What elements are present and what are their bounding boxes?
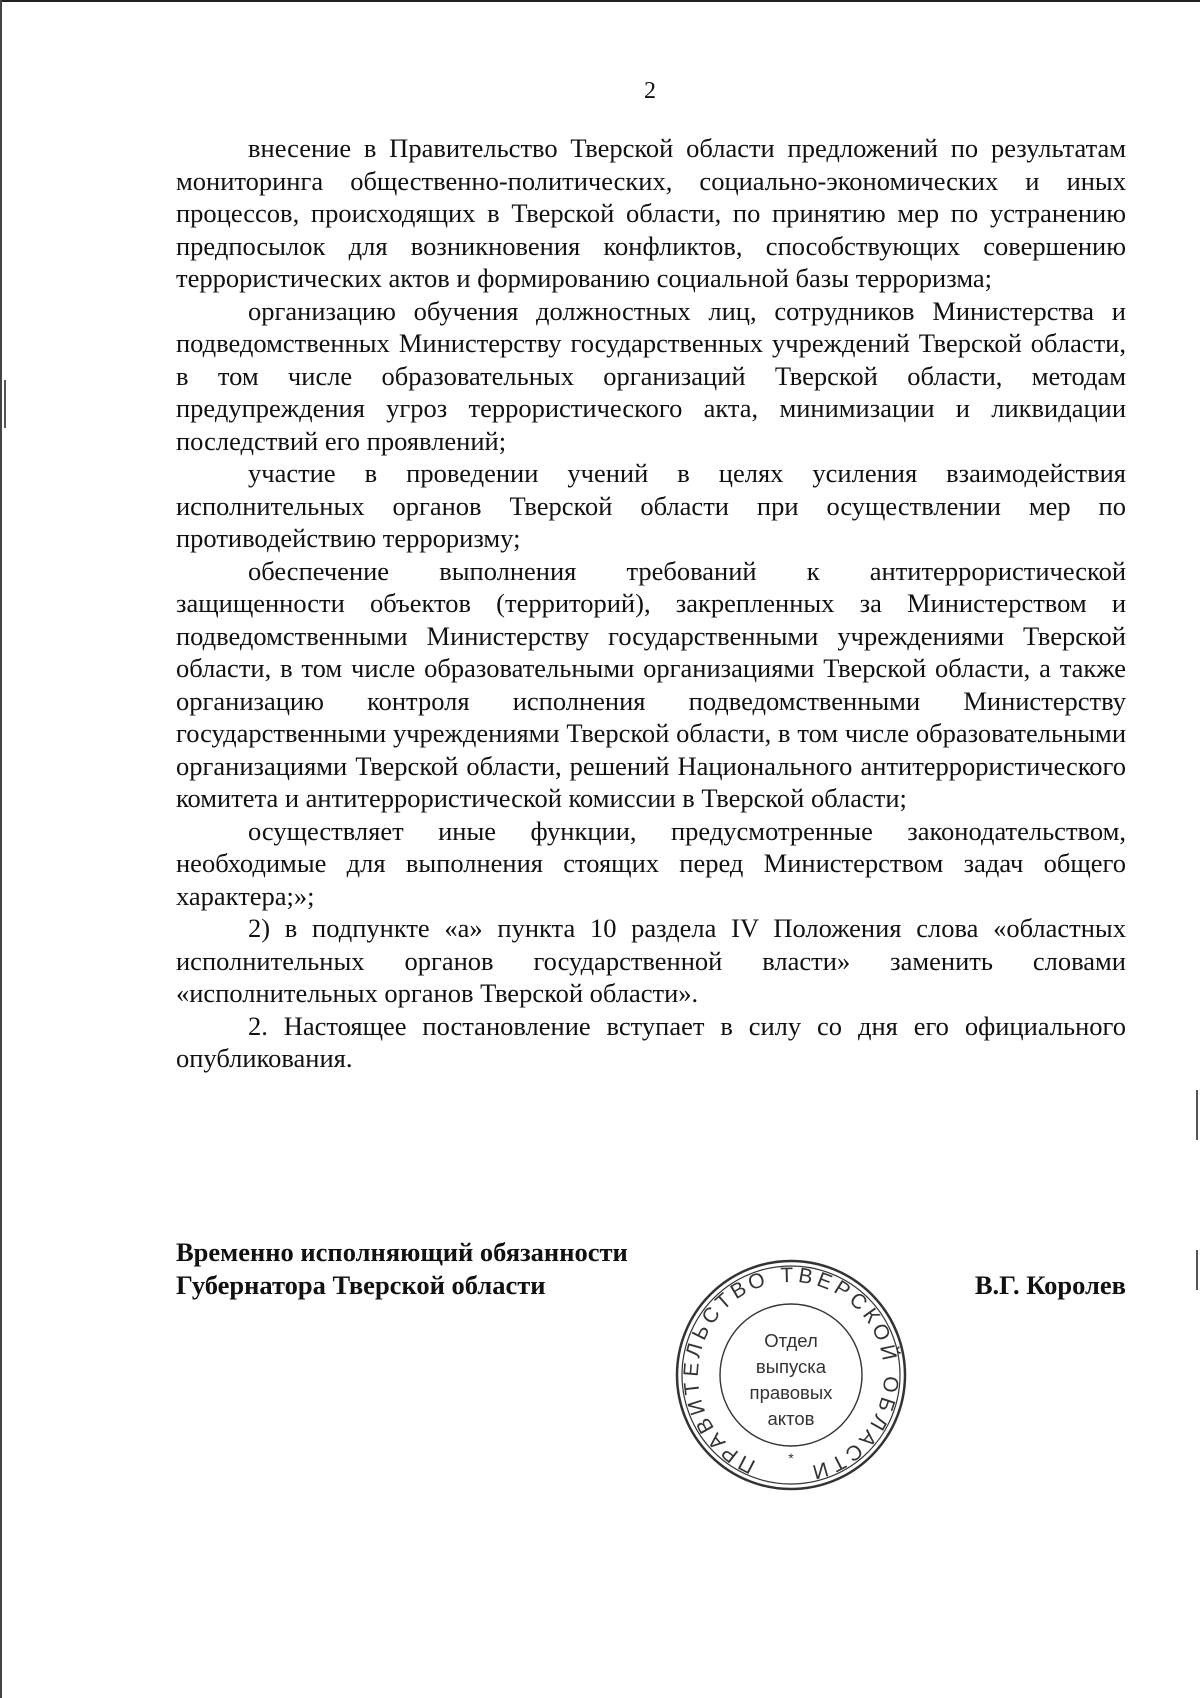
paragraph: 2) в подпункте «а» пункта 10 раздела IV Положения слова «областных исполнительных органов государственной власти» заменить словами «исполнительных органов Тверской области». — [176, 913, 1126, 1008]
scan-edge-left — [0, 0, 2, 1698]
stamp-center-line: правовых — [749, 1382, 833, 1403]
paragraph: обеспечение выполнения требований к антитеррористической защищенности объектов (территорий), закрепленных за Министерством и подведомственными Министерству государственными учреждениями Тверской области, в том числе образовательными организациями Тверской области, а также организацию контроля исполнения подведомственными Министерству государственными учреждениями Тверской области, в том числе образовательными организациями Тверской области, решений Национального антитеррористического комитета и антитеррористической комиссии в Тверской области; — [176, 555, 1126, 813]
stamp-star: * — [788, 1450, 794, 1466]
scan-edge-mark — [4, 380, 6, 428]
signatory-title-line: Временно исполняющий обязанности — [176, 1237, 628, 1267]
stamp-center-line: выпуска — [755, 1356, 827, 1377]
stamp-ring-text: ПРАВИТЕЛЬСТВО ТВЕРСКОЙ ОБЛАСТИ — [679, 1263, 903, 1485]
official-stamp — [672, 1256, 910, 1494]
stamp-center-text — [672, 1328, 910, 1432]
scan-edge-mark — [1196, 1090, 1198, 1140]
stamp-center-line: Отдел — [764, 1330, 818, 1351]
document-body — [176, 132, 1126, 1075]
page-number: 2 — [644, 78, 656, 104]
stamp-center-line: актов — [767, 1408, 815, 1429]
paragraph: внесение в Правительство Тверской области предложений по результатам мониторинга общественно-политических, социально-экономических и иных процессов, происходящих в Тверской области, по принятию мер по устранению предпосылок для возникновения конфликтов, способствующих совершению террористических актов и формированию социальной базы терроризма; — [176, 133, 1126, 293]
scan-edge-top — [0, 0, 1200, 2]
paragraph: осуществляет иные функции, предусмотренные законодательством, необходимые для выполнения стоящих перед Министерством задач общего характера;»; — [176, 815, 1126, 911]
signatory-title-line: Губернатора Тверской области — [176, 1270, 546, 1300]
paragraph: организацию обучения должностных лиц, сотрудников Министерства и подведомственных Министерству государственных учреждений Тверской области, в том числе образовательных организаций Тверской области, методам предупреждения угроз террористического акта, минимизации и ликвидации последствий его проявлений; — [176, 295, 1126, 456]
paragraph: 2. Настоящее постановление вступает в силу со дня его официального опубликования. — [176, 1010, 1126, 1073]
scan-edge-mark — [1196, 1250, 1198, 1290]
signatory-name: В.Г. Королев — [974, 1270, 1126, 1300]
signatory-title — [176, 1236, 628, 1302]
paragraph: участие в проведении учений в целях усиления взаимодействия исполнительных органов Тверской области при осуществлении мер по противодействию терроризму; — [176, 458, 1126, 553]
